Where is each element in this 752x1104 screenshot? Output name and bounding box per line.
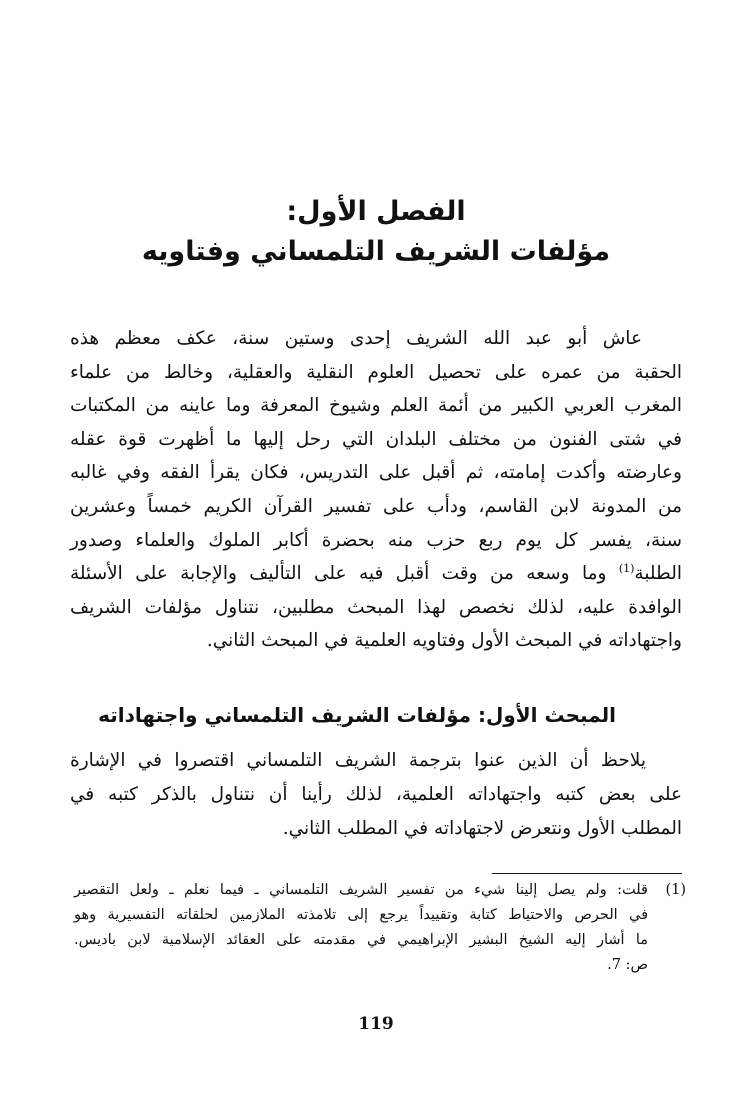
footnote-line: ص: 7. xyxy=(607,957,648,973)
intro-line: من المدونة لابن القاسم، ودأب على تفسير القرآن الكريم خمساً وعشرين xyxy=(70,495,682,517)
intro-line: المغرب العربي الكبير من أئمة العلم وشيوخ المعرفة وما عاينه من المكتبات xyxy=(70,395,682,417)
intro-line: واجتهاداته في المبحث الأول وفتاويه العلمية في المبحث الثاني. xyxy=(206,630,682,652)
intro-line: الوافدة عليه، لذلك نخصص لهذا المبحث مطلبين، نتناول مؤلفات الشريف xyxy=(70,596,682,618)
section-line: المطلب الأول ونتعرض لاجتهاداته في المطلب الثاني. xyxy=(282,818,682,839)
intro-line: عاش أبو عبد الله الشريف إحدى وستين سنة، عكف معظم هذه xyxy=(70,328,642,349)
footnote-reference[interactable]: (1) xyxy=(618,562,635,575)
footnote-text xyxy=(74,878,648,978)
intro-line-prefix: الطلبة xyxy=(634,563,682,585)
section-line: يلاحظ أن الذين عنوا بترجمة الشريف التلمساني اقتصروا في الإشارة xyxy=(70,750,646,771)
footnote-line: ما أشار إليه الشيخ البشير الإبراهيمي في مقدمته على العقائد الإسلامية لابن باديس. xyxy=(74,932,648,948)
intro-paragraph xyxy=(70,322,682,658)
chapter-label: الفصل الأول: xyxy=(286,196,466,227)
intro-line: وعارضته وأكدت إمامته، ثم أقبل على التدريس، فكان يقرأ الفقه وفي غالبه xyxy=(70,462,682,484)
intro-line: الحقبة من عمره على تحصيل العلوم النقلية والعقلية، وخالط من علماء xyxy=(70,361,682,383)
footnote xyxy=(74,878,686,978)
section-heading: المبحث الأول: مؤلفات الشريف التلمساني واجتهاداته xyxy=(98,703,616,727)
footnote-divider xyxy=(492,873,682,874)
footnote-line: في الحرص والاحتياط كتابة وتقييداً يرجع إلى تلامذته الملازمين لحلقاته التفسيرية وهو xyxy=(74,907,648,923)
intro-line-with-footnote xyxy=(70,557,682,591)
chapter-heading xyxy=(60,190,692,267)
footnote-number: (1) xyxy=(665,882,686,898)
section-line: على بعض كتبه واجتهاداته العلمية، لذلك رأينا أن نتناول بالذكر كتبه في xyxy=(70,784,682,805)
intro-line: سنة، يفسر كل يوم ربع حزب منه بحضرة أكابر الملوك والعلماء وصدور xyxy=(70,529,682,551)
footnote-line: قلت: ولم يصل إلينا شيء من تفسير الشريف التلمساني ـ فيما نعلم ـ ولعل التقصير xyxy=(74,882,648,898)
intro-line: في شتى الفنون من مختلف البلدان التي رحل إليها ما أظهرت قوة عقله xyxy=(70,428,682,450)
intro-line-rest: وما وسعه من وقت أقبل فيه على التأليف والإجابة على الأسئلة xyxy=(70,563,607,585)
chapter-title: مؤلفات الشريف التلمساني وفتاويه xyxy=(141,236,611,267)
page-number: 119 xyxy=(358,1014,394,1034)
section-paragraph xyxy=(70,744,682,846)
